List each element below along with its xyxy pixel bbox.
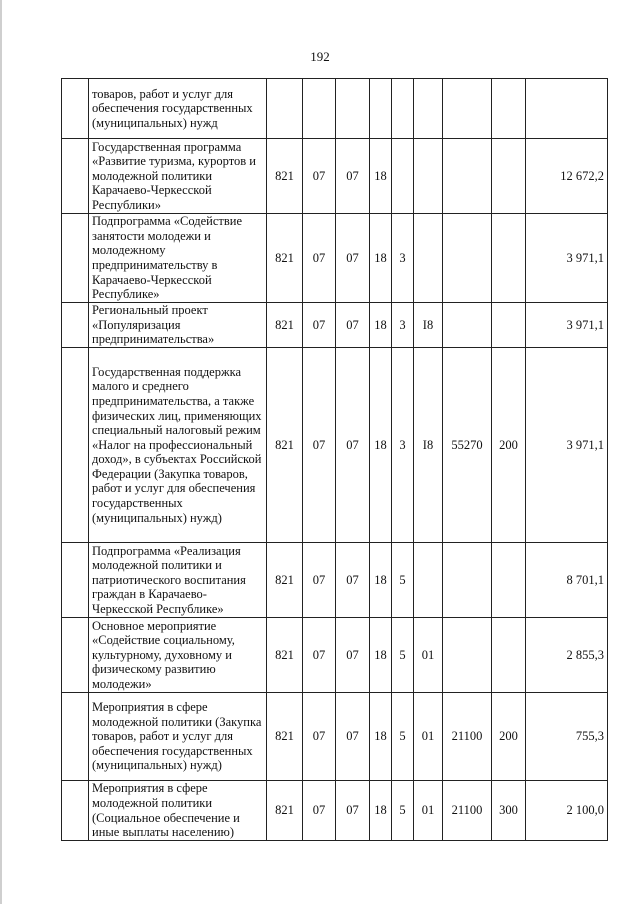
section-cell: 07 [303, 693, 336, 781]
table-row [62, 214, 608, 303]
subprogram-cell [392, 139, 414, 214]
amount-cell: 755,3 [526, 693, 608, 781]
event-cell [414, 79, 443, 139]
program-cell: 18 [370, 543, 392, 618]
code-cell: 821 [267, 781, 303, 841]
page-number: 192 [310, 49, 330, 64]
direction-cell [443, 618, 492, 693]
event-cell: 01 [414, 781, 443, 841]
table-row [62, 139, 608, 214]
amount-cell [526, 79, 608, 139]
code-cell: 821 [267, 693, 303, 781]
code-cell: 821 [267, 139, 303, 214]
subsection-cell: 07 [336, 348, 370, 543]
direction-cell: 55270 [443, 348, 492, 543]
code-cell: 821 [267, 543, 303, 618]
subprogram-cell: 3 [392, 214, 414, 303]
direction-cell [443, 139, 492, 214]
table-row [62, 348, 608, 543]
subprogram-cell: 5 [392, 543, 414, 618]
description-cell: Подпрограмма «Содействие занятости молодежи и молодежному предпринимательству в Карачаево-Черкесской Республике» [89, 214, 267, 303]
scan-edge [0, 0, 2, 904]
subsection-cell: 07 [336, 303, 370, 348]
table-row [62, 693, 608, 781]
program-cell: 18 [370, 618, 392, 693]
subprogram-cell: 5 [392, 618, 414, 693]
amount-cell: 3 971,1 [526, 303, 608, 348]
table-row [62, 543, 608, 618]
amount-cell: 12 672,2 [526, 139, 608, 214]
event-cell: 01 [414, 618, 443, 693]
program-cell: 18 [370, 214, 392, 303]
table-row [62, 618, 608, 693]
row-number-cell [62, 214, 89, 303]
expense-type-cell: 200 [492, 693, 526, 781]
expense-type-cell [492, 543, 526, 618]
event-cell: I8 [414, 348, 443, 543]
section-cell: 07 [303, 543, 336, 618]
table-row [62, 781, 608, 841]
event-cell [414, 139, 443, 214]
code-cell: 821 [267, 214, 303, 303]
event-cell: 01 [414, 693, 443, 781]
expense-type-cell [492, 139, 526, 214]
expense-type-cell: 200 [492, 348, 526, 543]
expense-type-cell [492, 303, 526, 348]
description-cell: товаров, работ и услуг для обеспечения государственных (муниципальных) нужд [89, 79, 267, 139]
code-cell: 821 [267, 618, 303, 693]
description-cell: Государственная поддержка малого и среднего предпринимательства, а также физических лиц, применяющих специальный налоговый режим «Налог на профессиональный доход», в субъектах Российской Федерации (Закупка товаров, работ и услуг для обеспечения государственных (муниципальных) нужд) [89, 348, 267, 543]
expense-type-cell [492, 214, 526, 303]
subprogram-cell: 5 [392, 693, 414, 781]
section-cell: 07 [303, 139, 336, 214]
amount-cell: 2 855,3 [526, 618, 608, 693]
amount-cell: 8 701,1 [526, 543, 608, 618]
row-number-cell [62, 618, 89, 693]
description-cell: Мероприятия в сфере молодежной политики (Закупка товаров, работ и услуг для обеспечения государственных (муниципальных) нужд) [89, 693, 267, 781]
subprogram-cell: 3 [392, 348, 414, 543]
event-cell [414, 214, 443, 303]
event-cell [414, 543, 443, 618]
description-cell: Мероприятия в сфере молодежной политики (Социальное обеспечение и иные выплаты населению) [89, 781, 267, 841]
direction-cell: 21100 [443, 781, 492, 841]
program-cell [370, 79, 392, 139]
program-cell: 18 [370, 693, 392, 781]
subprogram-cell: 3 [392, 303, 414, 348]
amount-cell: 3 971,1 [526, 214, 608, 303]
subsection-cell: 07 [336, 543, 370, 618]
row-number-cell [62, 781, 89, 841]
expense-type-cell: 300 [492, 781, 526, 841]
program-cell: 18 [370, 139, 392, 214]
direction-cell [443, 79, 492, 139]
amount-cell: 2 100,0 [526, 781, 608, 841]
section-cell: 07 [303, 303, 336, 348]
subprogram-cell: 5 [392, 781, 414, 841]
direction-cell [443, 543, 492, 618]
section-cell: 07 [303, 214, 336, 303]
section-cell: 07 [303, 348, 336, 543]
subsection-cell [336, 79, 370, 139]
program-cell: 18 [370, 303, 392, 348]
row-number-cell [62, 543, 89, 618]
description-cell: Государственная программа «Развитие туризма, курортов и молодежной политики Карачаево-Черкесской Республики» [89, 139, 267, 214]
section-cell [303, 79, 336, 139]
section-cell: 07 [303, 618, 336, 693]
amount-cell: 3 971,1 [526, 348, 608, 543]
row-number-cell [62, 693, 89, 781]
direction-cell [443, 214, 492, 303]
row-number-cell [62, 139, 89, 214]
budget-table [61, 78, 608, 841]
subsection-cell: 07 [336, 781, 370, 841]
description-cell: Основное мероприятие «Содействие социальному, культурному, духовному и физическому развитию молодежи» [89, 618, 267, 693]
event-cell: I8 [414, 303, 443, 348]
row-number-cell [62, 303, 89, 348]
subsection-cell: 07 [336, 139, 370, 214]
code-cell: 821 [267, 348, 303, 543]
program-cell: 18 [370, 348, 392, 543]
description-cell: Региональный проект «Популяризация предпринимательства» [89, 303, 267, 348]
expense-type-cell [492, 618, 526, 693]
row-number-cell [62, 79, 89, 139]
table-row [62, 303, 608, 348]
subsection-cell: 07 [336, 214, 370, 303]
expense-type-cell [492, 79, 526, 139]
section-cell: 07 [303, 781, 336, 841]
table-body [62, 79, 608, 841]
subsection-cell: 07 [336, 618, 370, 693]
direction-cell [443, 303, 492, 348]
row-number-cell [62, 348, 89, 543]
table-row [62, 79, 608, 139]
subprogram-cell [392, 79, 414, 139]
description-cell: Подпрограмма «Реализация молодежной политики и патриотического воспитания граждан в Карачаево-Черкесской Республике» [89, 543, 267, 618]
subsection-cell: 07 [336, 693, 370, 781]
code-cell [267, 79, 303, 139]
program-cell: 18 [370, 781, 392, 841]
code-cell: 821 [267, 303, 303, 348]
direction-cell: 21100 [443, 693, 492, 781]
